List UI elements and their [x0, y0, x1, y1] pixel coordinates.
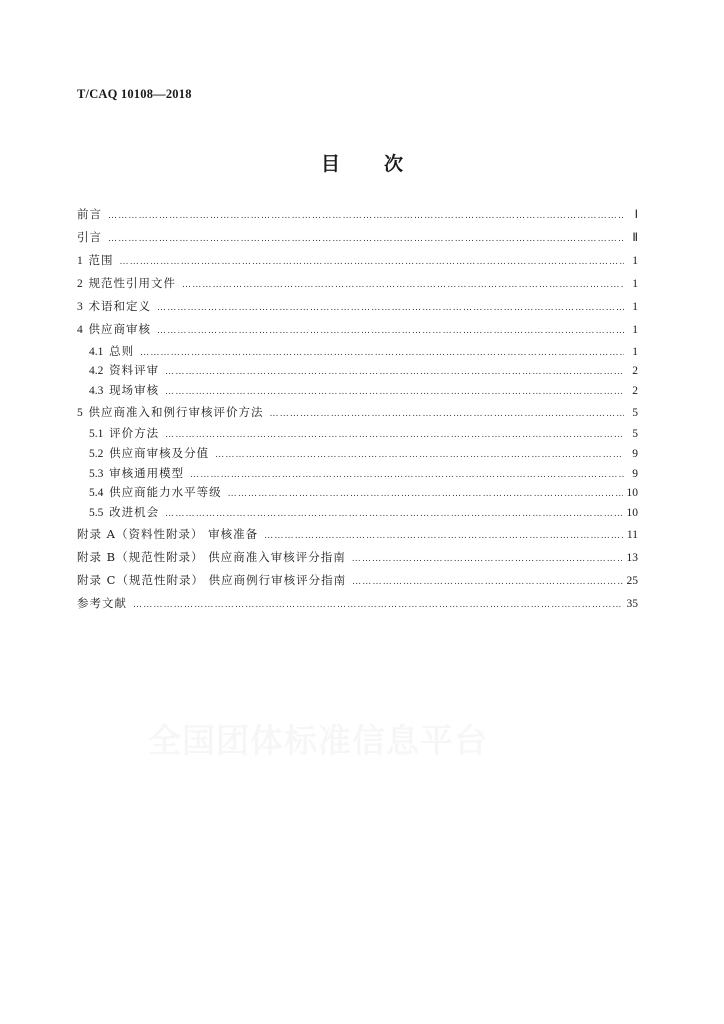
- toc-entry-number: 5.3: [89, 467, 110, 480]
- toc-entry-label: 附录 B（规范性附录） 供应商准入审核评分指南: [77, 550, 346, 565]
- toc-entry[interactable]: [77, 272, 638, 295]
- page-title: [0, 149, 724, 176]
- toc-entry-page: 25: [626, 575, 638, 588]
- toc-leader-dots: [133, 593, 623, 616]
- toc-leader-dots: [120, 250, 625, 273]
- watermark-text: [148, 715, 488, 762]
- toc-entry[interactable]: [77, 318, 638, 341]
- toc-entry-number: 5.5: [89, 507, 110, 520]
- toc-entry[interactable]: [77, 592, 638, 615]
- toc-entry-label: 供应商能力水平等级: [109, 485, 222, 500]
- toc-leader-dots: [264, 524, 623, 547]
- toc-entry-page: 2: [632, 385, 638, 398]
- toc-entry-number: 1: [77, 255, 89, 268]
- toc-subentry[interactable]: [77, 342, 638, 362]
- toc-entry-label: 审核通用模型: [109, 465, 185, 480]
- toc-leader-dots: [157, 296, 624, 319]
- toc-entry-page: 10: [626, 487, 638, 500]
- toc-entry-label: 附录 C（规范性附录） 供应商例行审核评分指南: [77, 573, 347, 588]
- toc-entry-page: 11: [626, 529, 638, 542]
- toc-entry-label: 评价方法: [109, 426, 160, 441]
- toc-entry-page: Ⅰ: [634, 209, 638, 221]
- toc-entry-number: 3: [77, 301, 89, 314]
- toc-entry-number: 4.2: [89, 365, 110, 378]
- toc-entry-label: 供应商审核及分值: [109, 445, 210, 460]
- toc-entry[interactable]: [77, 226, 638, 249]
- toc-leader-dots: [165, 362, 624, 382]
- toc-entry-label: 范围: [88, 253, 114, 268]
- toc-entry-page: 9: [632, 447, 638, 460]
- toc-entry-number: 4: [77, 324, 89, 337]
- toc-entry-number: 5: [77, 406, 89, 419]
- toc-entry-page: 10: [626, 507, 638, 520]
- toc-entry-page: 1: [632, 345, 638, 358]
- toc-entry-label: 术语和定义: [88, 299, 151, 314]
- toc-entry[interactable]: [77, 546, 638, 569]
- toc-leader-dots: [108, 227, 624, 250]
- toc-entry-page: Ⅱ: [632, 232, 638, 245]
- toc-leader-dots: [140, 343, 624, 363]
- toc-subentry[interactable]: [77, 464, 638, 484]
- toc-leader-dots: [352, 547, 623, 570]
- toc-subentry[interactable]: [77, 361, 638, 381]
- toc-subentry[interactable]: [77, 381, 638, 401]
- title-char-left: 目: [320, 153, 340, 175]
- toc-leader-dots: [165, 425, 624, 445]
- toc-entry-label: 引言: [77, 230, 102, 245]
- toc-entry-number: 4.3: [89, 385, 110, 398]
- toc-leader-dots: [270, 402, 625, 425]
- document-code: T/CAQ 10108—2018: [77, 87, 192, 101]
- toc-entry[interactable]: [77, 203, 638, 226]
- toc-entry-label: 供应商准入和例行审核评价方法: [88, 404, 264, 419]
- toc-subentry[interactable]: [77, 483, 638, 503]
- toc-leader-dots: [190, 465, 624, 485]
- toc-leader-dots: [215, 445, 624, 465]
- toc-entry[interactable]: [77, 523, 638, 546]
- toc-subentry[interactable]: [77, 503, 638, 523]
- toc-entry-label: 改进机会: [109, 505, 160, 520]
- toc-entry-label: 规范性引用文件: [88, 276, 176, 291]
- toc-entry-number: 2: [77, 278, 89, 291]
- toc-leader-dots: [157, 319, 624, 342]
- table-of-contents: [77, 203, 638, 615]
- toc-entry-label: 供应商审核: [88, 322, 151, 337]
- toc-entry[interactable]: [77, 249, 638, 272]
- toc-leader-dots: [165, 504, 622, 524]
- toc-entry[interactable]: [77, 569, 638, 592]
- toc-entry-page: 5: [632, 406, 638, 419]
- toc-entry-number: 4.1: [89, 345, 110, 358]
- toc-leader-dots: [108, 204, 624, 227]
- toc-entry-label: 附录 A（资料性附录） 审核准备: [77, 527, 259, 542]
- toc-entry-number: 5.4: [89, 487, 110, 500]
- toc-entry-page: 35: [626, 598, 638, 611]
- toc-entry-label: 资料评审: [109, 363, 160, 378]
- toc-leader-dots: [182, 273, 624, 296]
- toc-leader-dots: [165, 382, 624, 402]
- toc-subentry[interactable]: [77, 444, 638, 464]
- toc-entry-label: 参考文献: [77, 596, 127, 611]
- toc-subentry[interactable]: [77, 424, 638, 444]
- toc-entry-page: 9: [632, 467, 638, 480]
- toc-entry-label: 现场审核: [109, 383, 160, 398]
- toc-entry-number: 5.2: [89, 447, 110, 460]
- title-char-right: 次: [384, 153, 404, 175]
- toc-entry-page: 1: [632, 301, 638, 314]
- toc-entry-page: 13: [626, 552, 638, 565]
- toc-entry-label: 前言: [77, 207, 102, 221]
- toc-entry[interactable]: [77, 295, 638, 318]
- toc-entry-page: 1: [632, 278, 638, 291]
- toc-leader-dots: [352, 570, 622, 593]
- toc-entry-label: 总则: [109, 343, 135, 358]
- toc-leader-dots: [228, 484, 623, 504]
- toc-entry-page: 5: [632, 428, 638, 441]
- toc-entry-page: 1: [632, 324, 638, 337]
- toc-entry-number: 5.1: [89, 428, 110, 441]
- toc-entry[interactable]: [77, 401, 638, 424]
- toc-entry-page: 1: [632, 255, 638, 268]
- toc-entry-page: 2: [632, 365, 638, 378]
